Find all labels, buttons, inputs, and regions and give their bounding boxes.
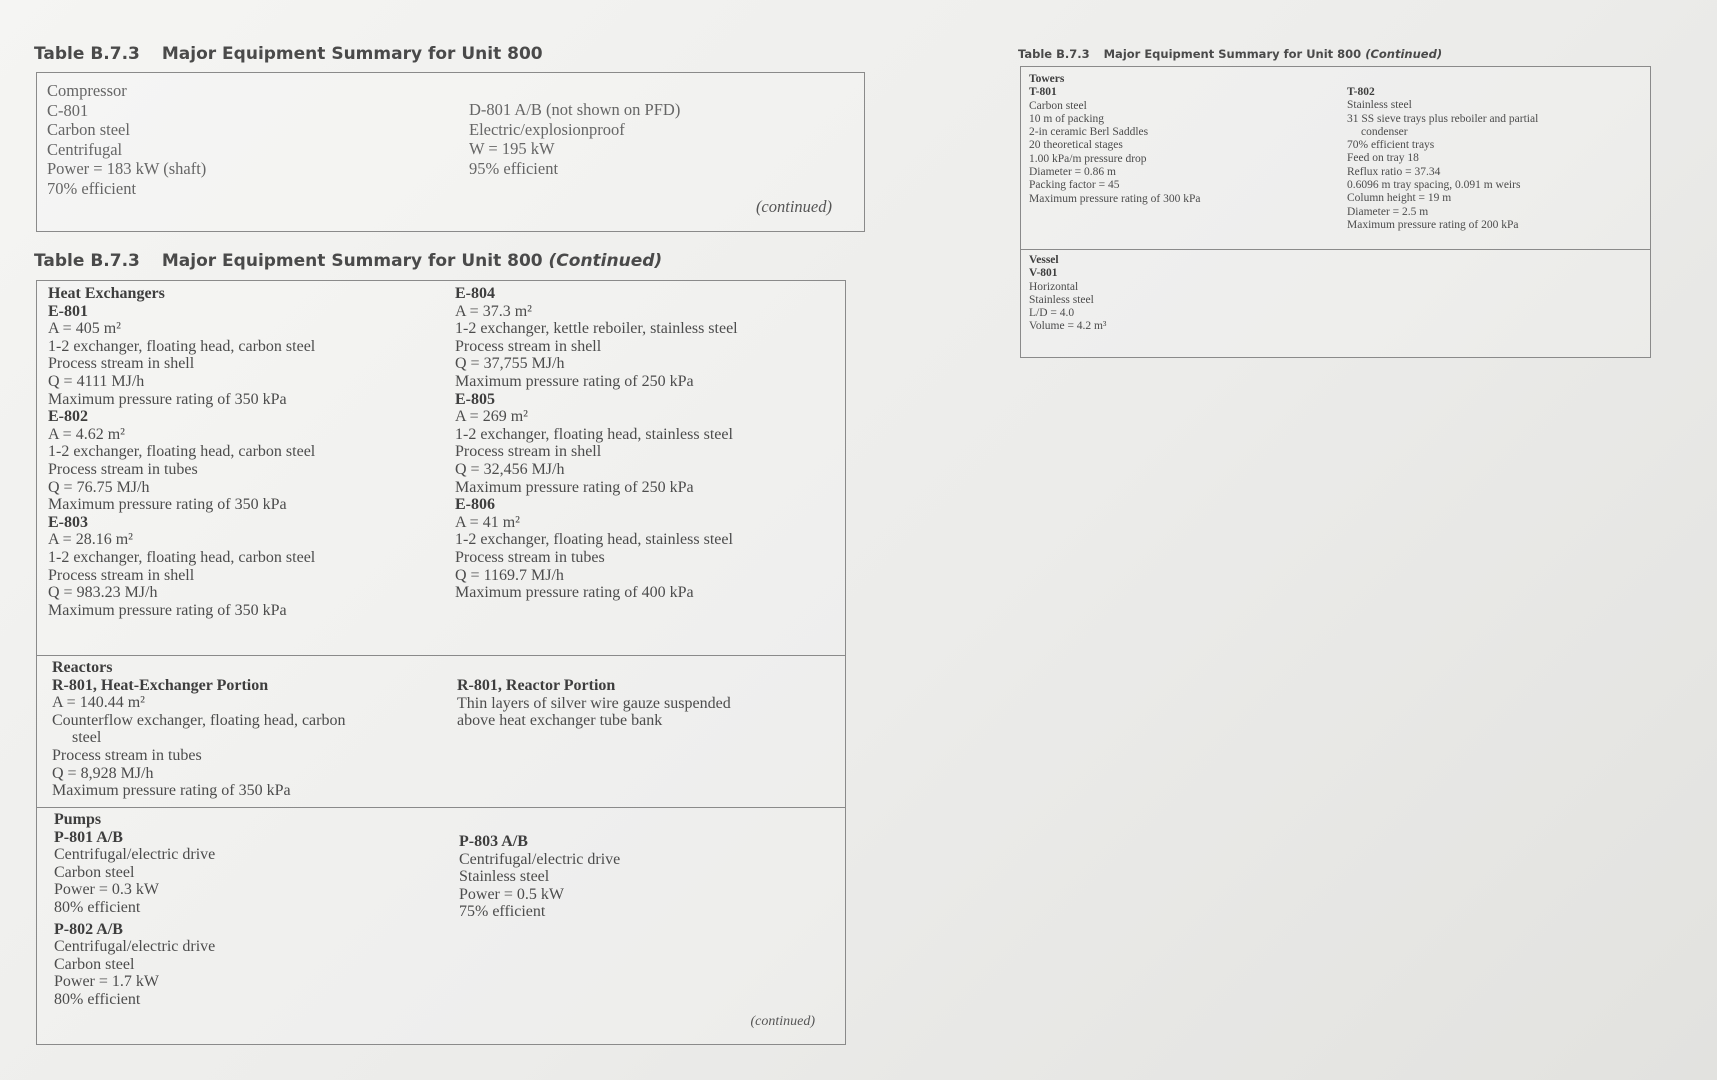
t801-packing-factor: Packing factor = 45 [1029,179,1120,192]
t801-material: Carbon steel [1029,99,1087,112]
table2-caption-number: Table B.7.3 [34,251,140,271]
v801-material: Stainless steel [1029,293,1094,306]
e806-pressure: Maximum pressure rating of 400 kPa [455,584,694,602]
heat-exchangers-left [48,285,315,619]
pumps-left-column [54,811,215,1009]
e803-pressure: Maximum pressure rating of 350 kPa [48,601,287,619]
table2-continued-note: (continued) [750,1014,815,1029]
table3-caption-continued: (Continued) [1365,47,1443,61]
e803-stream: Process stream in shell [48,566,195,584]
e805-area: A = 269 m² [455,408,528,426]
reactor-hx-column [52,659,345,800]
vessel-column [1029,254,1106,334]
e804-id: E-804 [455,285,495,302]
table1-caption-number: Table B.7.3 [34,44,140,64]
p801-material: Carbon steel [54,863,135,881]
table3-box [1020,66,1651,358]
r801-hx-area: A = 140.44 m² [52,694,145,712]
p803-efficiency: 75% efficient [459,903,546,921]
p802-id: P-802 A/B [54,920,123,938]
table1-box [36,72,865,232]
table3-caption-title: Major Equipment Summary for Unit 800 [1103,47,1362,61]
r801-hx-title: R-801, Heat-Exchanger Portion [52,676,269,694]
table1-caption-title: Major Equipment Summary for Unit 800 [161,44,543,64]
t802-tray-efficiency: 70% efficient trays [1347,139,1435,152]
r801-reactor-desc-cont: above heat exchanger tube bank [457,712,663,730]
t802-max-pressure: Maximum pressure rating of 200 kPa [1347,218,1519,231]
t801-id: T-801 [1029,86,1057,99]
reactors-heading: Reactors [52,659,113,676]
e801-area: A = 405 m² [48,320,121,338]
compressor-id: C-801 [47,100,89,120]
towers-heading: Towers [1029,73,1065,85]
e802-id: E-802 [48,408,88,426]
e802-type: 1-2 exchanger, floating head, carbon steel [48,443,316,461]
table2-box [36,280,846,1045]
p802-drive: Centrifugal/electric drive [54,938,216,956]
e801-pressure: Maximum pressure rating of 350 kPa [48,390,287,408]
r801-reactor-desc: Thin layers of silver wire gauze suspended [457,694,731,712]
table3-caption [1018,47,1442,61]
pumps-divider [37,807,845,808]
e804-duty: Q = 37,755 MJ/h [455,355,565,373]
t802-diameter: Diameter = 2.5 m [1347,205,1429,218]
compressor-type: Centrifugal [47,139,123,159]
r801-hx-stream: Process stream in tubes [52,746,202,764]
e801-id: E-801 [48,302,88,320]
reactors-divider [37,655,845,656]
compressor-power: Power = 183 kW (shaft) [47,159,207,178]
t801-packing: 10 m of packing [1029,112,1105,125]
e803-id: E-803 [48,513,88,531]
t802-material: Stainless steel [1347,99,1412,112]
e802-duty: Q = 76.75 MJ/h [48,478,150,496]
e806-id: E-806 [455,496,495,514]
v801-orientation: Horizontal [1029,280,1079,293]
drive-column [469,100,680,178]
p802-power: Power = 1.7 kW [54,973,160,991]
t802-reflux-ratio: Reflux ratio = 37.34 [1347,165,1441,178]
e806-stream: Process stream in tubes [455,548,605,566]
e804-area: A = 37.3 m² [455,302,532,320]
r801-hx-desc: Counterflow exchanger, floating head, carbon [52,711,346,729]
e802-area: A = 4.62 m² [48,425,125,443]
t802-feed-tray: Feed on tray 18 [1347,152,1419,165]
t801-saddles: 2-in ceramic Berl Saddles [1029,126,1149,139]
t802-column-height: Column height = 19 m [1347,192,1452,205]
e804-pressure: Maximum pressure rating of 250 kPa [455,372,694,390]
compressor-efficiency: 70% efficient [47,178,137,198]
table2-caption-continued: (Continued) [548,251,663,271]
p801-efficiency: 80% efficient [54,898,141,916]
drive-id: D-801 A/B (not shown on PFD) [469,100,681,119]
v801-id: V-801 [1029,267,1058,280]
compressor-material: Carbon steel [47,120,130,139]
towers-left-column [1029,73,1201,206]
e803-duty: Q = 983.23 MJ/h [48,584,158,602]
table2-caption [34,251,662,271]
t801-diameter: Diameter = 0.86 m [1029,166,1116,179]
table3-caption-number: Table B.7.3 [1018,47,1090,61]
e805-type: 1-2 exchanger, floating head, stainless steel [455,425,733,443]
table2-caption-title: Major Equipment Summary for Unit 800 [161,251,543,271]
p801-drive: Centrifugal/electric drive [54,846,216,864]
e806-area: A = 41 m² [455,513,520,531]
e804-stream: Process stream in shell [455,337,602,355]
e806-type: 1-2 exchanger, floating head, stainless steel [455,531,733,549]
vessel-heading: Vessel [1029,254,1059,266]
t802-id: T-802 [1347,86,1375,98]
t802-trays: 31 SS sieve trays plus reboiler and partial [1347,112,1539,125]
r801-hx-duty: Q = 8,928 MJ/h [52,764,154,782]
e802-pressure: Maximum pressure rating of 350 kPa [48,496,287,514]
e801-type: 1-2 exchanger, floating head, carbon steel [48,337,316,355]
heat-exchangers-heading: Heat Exchangers [48,285,165,302]
p801-power: Power = 0.3 kW [54,881,160,899]
reactor-portion-column [457,677,731,730]
v801-ld-ratio: L/D = 4.0 [1029,307,1075,320]
towers-right-column [1347,86,1538,232]
p801-id: P-801 A/B [54,828,123,846]
t801-stages: 20 theoretical stages [1029,139,1123,152]
drive-type: Electric/explosionproof [469,119,625,139]
r801-hx-pressure: Maximum pressure rating of 350 kPa [52,782,291,800]
e805-stream: Process stream in shell [455,443,602,461]
drive-efficiency: 95% efficient [469,158,559,178]
p803-drive: Centrifugal/electric drive [459,850,621,868]
e806-duty: Q = 1169.7 MJ/h [455,566,564,584]
table1-continued-note: (continued) [755,197,832,216]
e803-type: 1-2 exchanger, floating head, carbon steel [48,548,316,566]
table1-caption [34,44,543,64]
p802-material: Carbon steel [54,955,135,973]
compressor-column [47,81,206,198]
p803-material: Stainless steel [459,868,550,886]
r801-hx-desc-cont: steel [72,729,102,747]
p803-id: P-803 A/B [459,833,528,850]
e802-stream: Process stream in tubes [48,460,198,478]
e805-pressure: Maximum pressure rating of 250 kPa [455,478,694,496]
e801-stream: Process stream in shell [48,355,195,373]
t802-trays-cont: condenser [1361,125,1408,138]
t801-max-pressure: Maximum pressure rating of 300 kPa [1029,192,1201,205]
e805-duty: Q = 32,456 MJ/h [455,460,565,478]
e801-duty: Q = 4111 MJ/h [48,372,145,390]
compressor-heading: Compressor [47,81,127,100]
drive-power: W = 195 kW [469,139,555,158]
pumps-heading: Pumps [54,811,102,828]
vessel-divider [1021,249,1650,250]
v801-volume: Volume = 4.2 m³ [1029,320,1107,333]
pumps-right-column [459,833,620,921]
e805-id: E-805 [455,390,495,408]
heat-exchangers-right [455,285,738,602]
p803-power: Power = 0.5 kW [459,885,565,903]
t802-tray-spacing: 0.6096 m tray spacing, 0.091 m weirs [1347,179,1521,192]
e804-type: 1-2 exchanger, kettle reboiler, stainless steel [455,320,738,338]
t801-pressure-drop: 1.00 kPa/m pressure drop [1029,152,1147,165]
p802-efficiency: 80% efficient [54,990,141,1008]
e803-area: A = 28.16 m² [48,531,133,549]
r801-reactor-title: R-801, Reactor Portion [457,677,616,694]
